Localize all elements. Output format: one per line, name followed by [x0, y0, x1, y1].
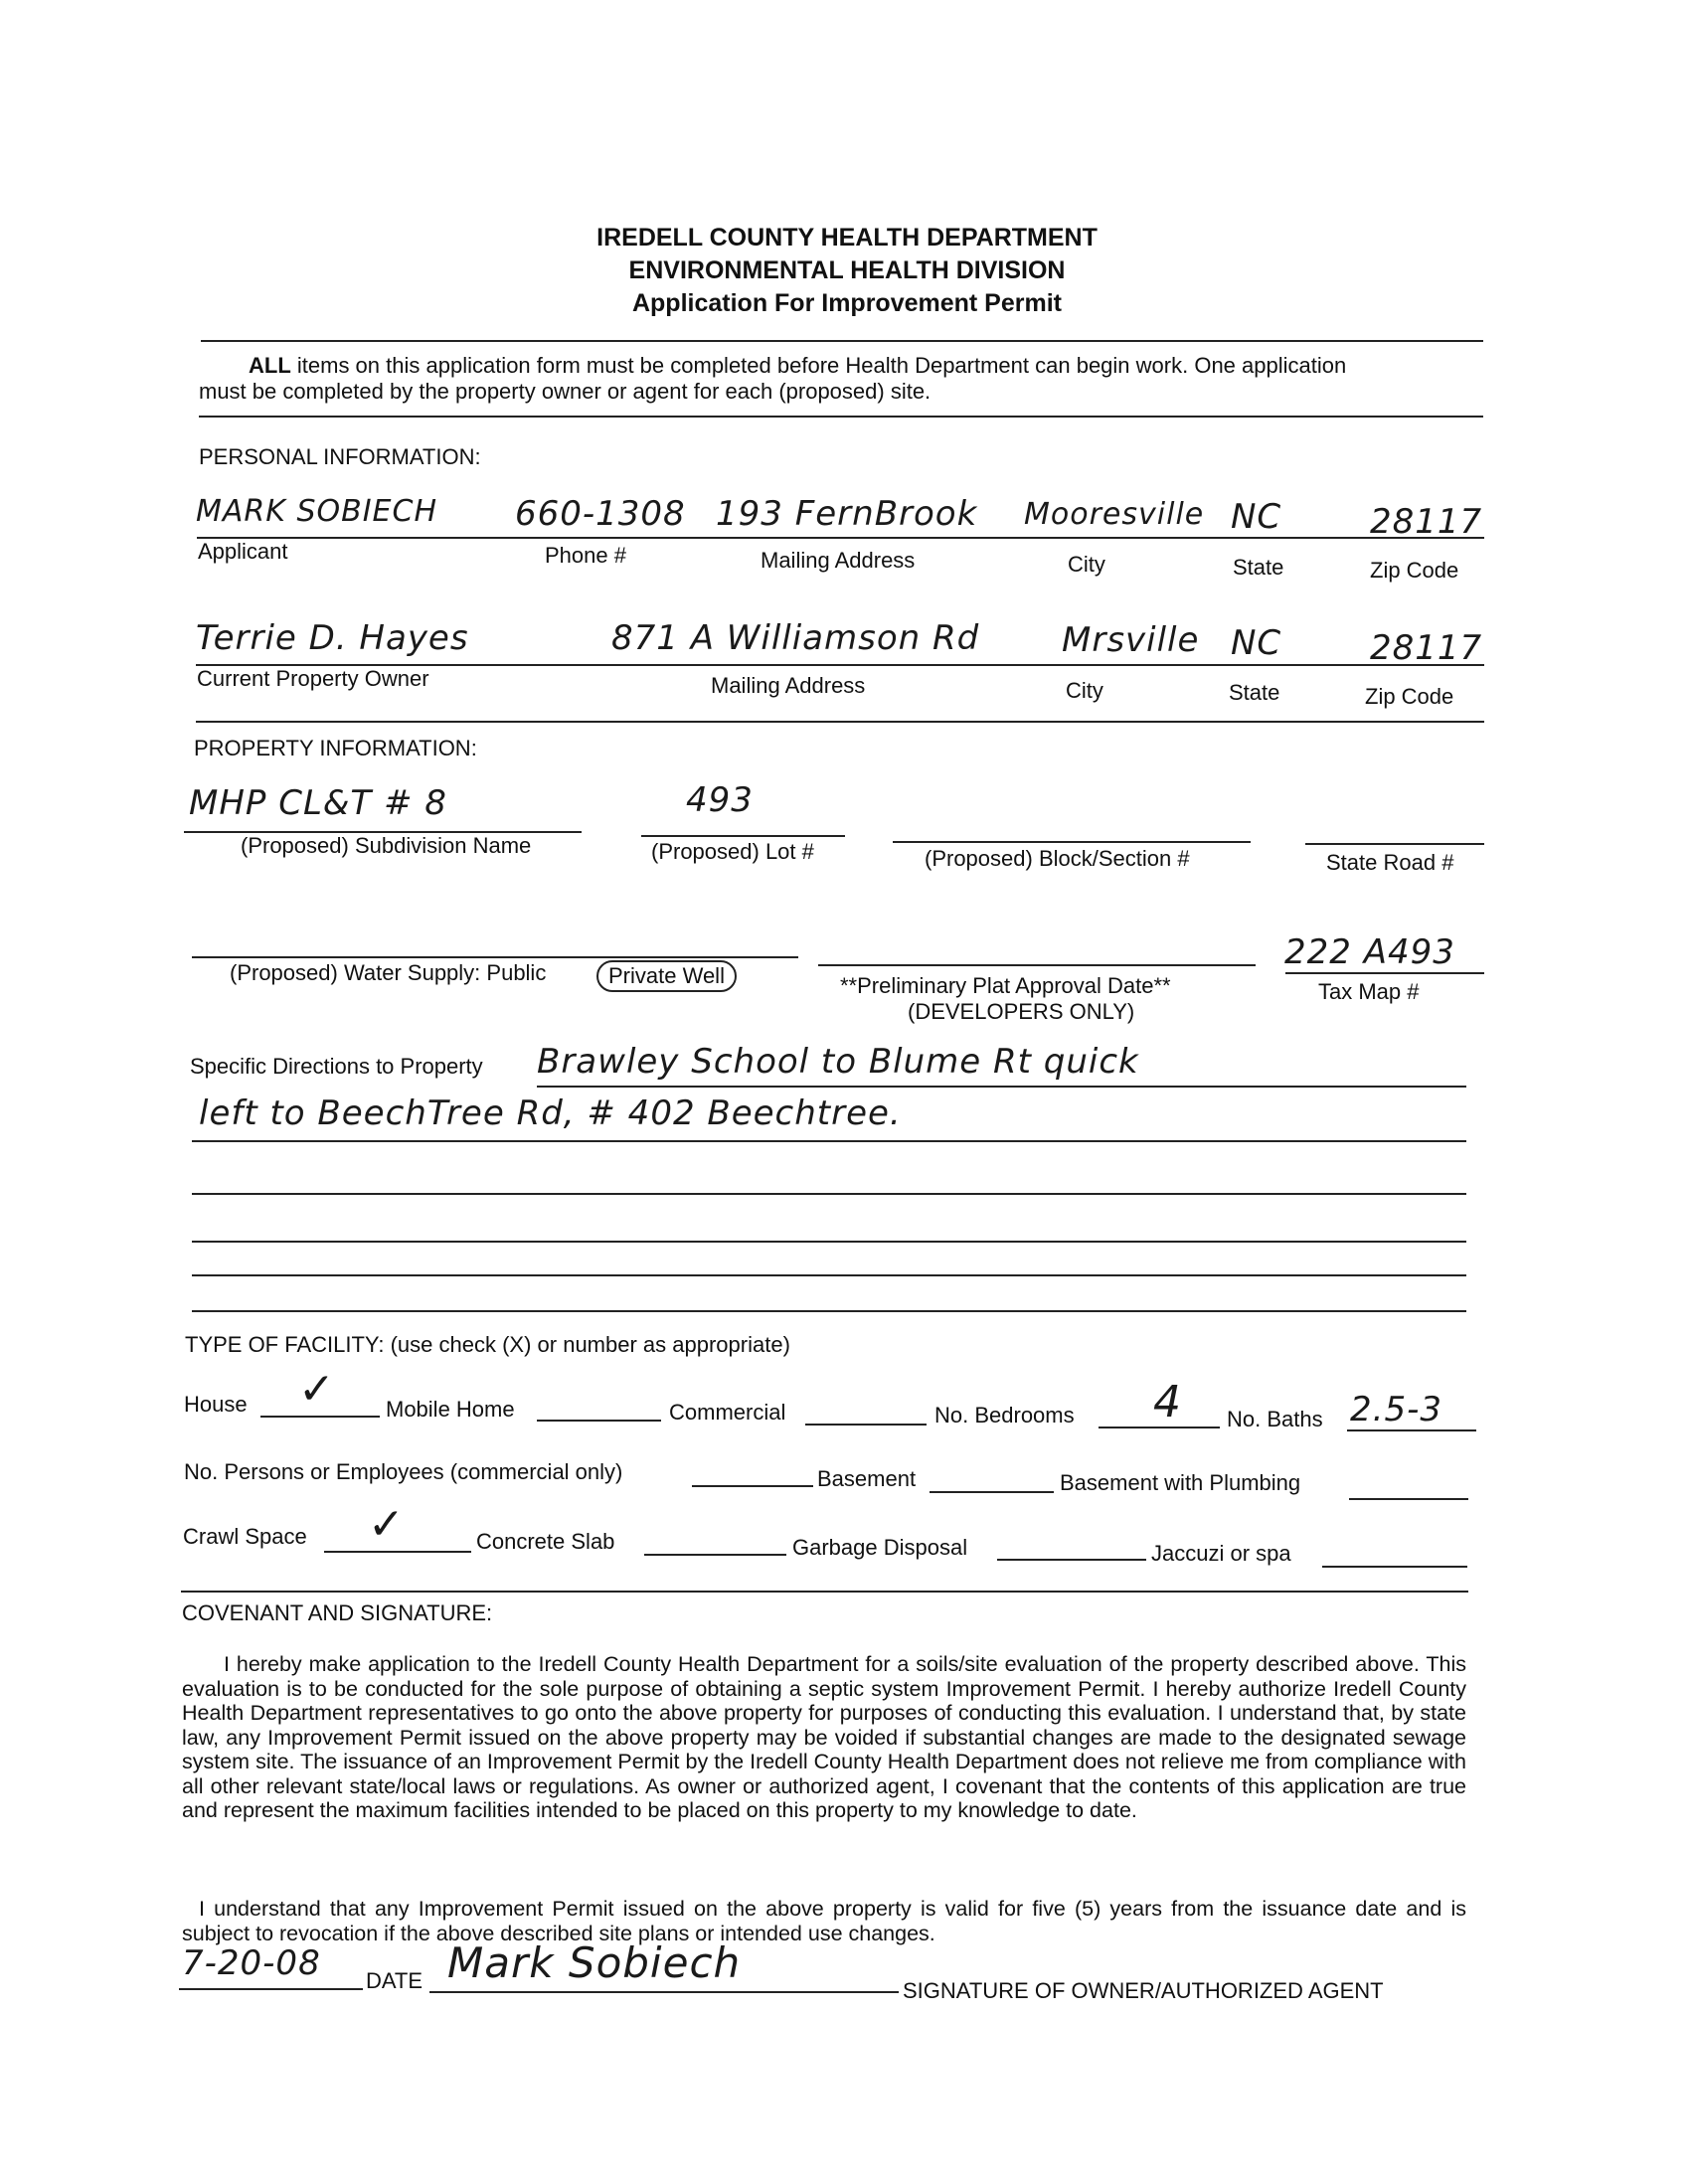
owner-city-label: City [1066, 678, 1103, 703]
zip-value[interactable]: 28117 [1370, 502, 1483, 542]
subdivision-label: (Proposed) Subdivision Name [241, 833, 532, 858]
owner-zip-label: Zip Code [1365, 684, 1454, 709]
bedrooms-value[interactable]: 4 [1153, 1377, 1182, 1428]
signature-line [429, 1991, 899, 1993]
property-info-heading: PROPERTY INFORMATION: [194, 736, 477, 760]
mailing-label: Mailing Address [761, 548, 916, 573]
owner-state-value[interactable]: NC [1231, 623, 1282, 663]
persons-label: No. Persons or Employees (commercial only) [184, 1459, 623, 1484]
signature-value[interactable]: Mark Sobiech [447, 1938, 742, 1987]
signature-label: SIGNATURE OF OWNER/AUTHORIZED AGENT [903, 1978, 1384, 2003]
basement-plumbing-label: Basement with Plumbing [1060, 1470, 1301, 1495]
jacuzzi-label: Jaccuzi or spa [1151, 1541, 1291, 1566]
intro-text-1: ALL items on this application form must be completed before Health Department can begin work. One application [249, 353, 1347, 378]
water-supply-selected[interactable]: Private Well [596, 960, 737, 992]
city-value[interactable]: Mooresville [1024, 497, 1205, 532]
owner-zip-value[interactable]: 28117 [1370, 628, 1483, 668]
applicant-line [197, 537, 1484, 539]
water-line [192, 956, 798, 958]
owner-mailing-value[interactable]: 871 A Williamson Rd [611, 618, 980, 658]
owner-city-value[interactable]: Mrsville [1062, 620, 1200, 660]
directions-line-3 [192, 1193, 1466, 1195]
crawl-space-label: Crawl Space [183, 1524, 307, 1549]
commercial-blank[interactable] [805, 1424, 927, 1426]
concrete-slab-label: Concrete Slab [476, 1529, 615, 1554]
commercial-label: Commercial [669, 1400, 786, 1425]
division-title: ENVIRONMENTAL HEALTH DIVISION [628, 256, 1066, 284]
directions-line-4 [192, 1241, 1466, 1243]
road-line [1305, 843, 1484, 845]
directions-line1[interactable]: Brawley School to Blume Rt quick [537, 1042, 1139, 1082]
directions-line-1 [537, 1086, 1466, 1088]
phone-value[interactable]: 660-1308 [515, 494, 686, 534]
facility-heading: TYPE OF FACILITY: (use check (X) or number as appropriate) [185, 1332, 790, 1357]
date-line [179, 1988, 363, 1990]
directions-line-5 [192, 1274, 1466, 1276]
house-check[interactable]: ✓ [298, 1364, 336, 1415]
covenant-paragraph-2: I understand that any Improvement Permit issued on the above property is valid for five (5) years from the issuance date and is subject to revocation if the above described site plans or intended use changes. [182, 1897, 1466, 1945]
mobile-home-label: Mobile Home [386, 1397, 515, 1422]
covenant-heading: COVENANT AND SIGNATURE: [182, 1600, 493, 1625]
taxmap-value[interactable]: 222 A493 [1284, 932, 1455, 972]
baths-blank [1347, 1429, 1476, 1431]
block-line [893, 841, 1251, 843]
basement-label: Basement [817, 1466, 917, 1491]
crawl-space-blank [324, 1551, 471, 1553]
mobile-home-blank[interactable] [537, 1420, 661, 1422]
owner-label: Current Property Owner [197, 666, 429, 691]
block-label: (Proposed) Block/Section # [925, 846, 1190, 871]
phone-label: Phone # [545, 543, 626, 568]
directions-label: Specific Directions to Property [190, 1054, 483, 1079]
covenant-paragraph-1: I hereby make application to the Iredell County Health Department for a soils/site evaluation of the property described above. This evaluation is to be conducted for the sole purpose of obtaining a septic system Improvement Permit. I hereby authorize Iredell County Health Department representatives to go onto the above property for purposes of conducting this evaluation. I understand that, by state law, any Improvement Permit issued on the above property may be voided if substantial changes are made to the designated sewage system site. The issuance of an Improvement Permit by the Iredell County Health Department does not relieve me from compliance with all other relevant state/local laws or regulations. As owner or authorized agent, I covenant that the contents of this application are true and represent the maximum facilities intended to be placed on this property to my knowledge to date. [182, 1652, 1466, 1822]
baths-value[interactable]: 2.5-3 [1350, 1390, 1442, 1429]
applicant-value[interactable]: MARK SOBIECH [196, 494, 438, 529]
taxmap-line [1285, 972, 1484, 974]
persons-blank[interactable] [692, 1485, 813, 1487]
garbage-disposal-blank[interactable] [997, 1559, 1146, 1561]
basement-blank[interactable] [930, 1491, 1054, 1493]
crawl-space-check[interactable]: ✓ [368, 1499, 406, 1550]
state-value[interactable]: NC [1231, 497, 1282, 537]
subdivision-value[interactable]: MHP CL&T # 8 [189, 783, 447, 823]
divider [199, 416, 1483, 418]
lot-label: (Proposed) Lot # [651, 839, 814, 864]
city-label: City [1068, 552, 1105, 577]
plat-approval-label: **Preliminary Plat Approval Date** [840, 973, 1171, 998]
water-supply-label: (Proposed) Water Supply: Public [230, 960, 547, 985]
plat-line [818, 964, 1256, 966]
jacuzzi-blank[interactable] [1322, 1566, 1467, 1568]
taxmap-label: Tax Map # [1318, 979, 1420, 1004]
owner-mailing-label: Mailing Address [711, 673, 866, 698]
bedrooms-label: No. Bedrooms [934, 1403, 1075, 1428]
owner-value[interactable]: Terrie D. Hayes [196, 618, 469, 658]
divider [196, 721, 1484, 723]
lot-value[interactable]: 493 [686, 780, 754, 820]
state-label: State [1233, 555, 1284, 580]
house-label: House [184, 1392, 248, 1417]
garbage-disposal-label: Garbage Disposal [792, 1535, 968, 1560]
form-title: Application For Improvement Permit [631, 289, 1062, 317]
concrete-slab-blank[interactable] [644, 1554, 786, 1556]
road-label: State Road # [1326, 850, 1454, 875]
basement-plumbing-blank[interactable] [1349, 1498, 1468, 1500]
divider [181, 1591, 1468, 1593]
date-value[interactable]: 7-20-08 [182, 1943, 321, 1983]
lot-line [641, 835, 845, 837]
directions-line2[interactable]: left to BeechTree Rd, # 402 Beechtree. [199, 1093, 902, 1133]
owner-state-label: State [1229, 680, 1280, 705]
date-label: DATE [366, 1968, 424, 1993]
mailing-value[interactable]: 193 FernBrook [716, 494, 978, 534]
department-title: IREDELL COUNTY HEALTH DEPARTMENT [596, 224, 1098, 252]
house-blank [260, 1416, 380, 1418]
personal-info-heading: PERSONAL INFORMATION: [199, 444, 481, 469]
zip-label: Zip Code [1370, 558, 1459, 583]
baths-label: No. Baths [1227, 1407, 1323, 1431]
developers-only-label: (DEVELOPERS ONLY) [908, 999, 1135, 1024]
directions-line-2 [192, 1140, 1466, 1142]
directions-line-6 [192, 1310, 1466, 1312]
divider [201, 340, 1483, 342]
applicant-label: Applicant [198, 539, 288, 564]
intro-text-2: must be completed by the property owner or agent for each (proposed) site. [199, 379, 932, 404]
